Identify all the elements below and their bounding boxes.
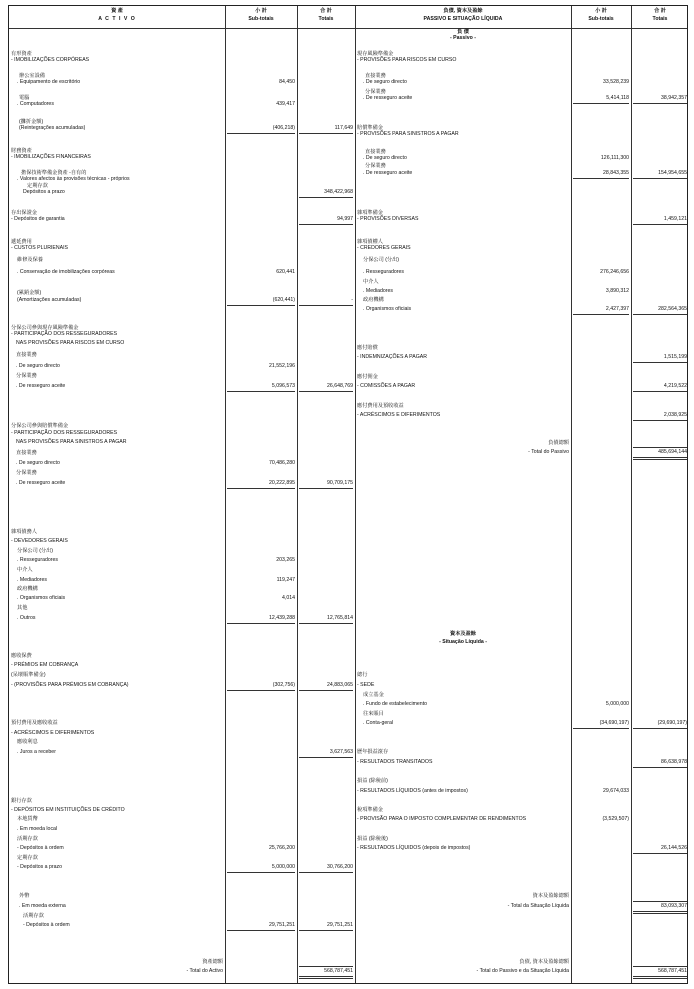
- grand-total-value: 568,787,451: [658, 968, 687, 974]
- double-rule: [633, 976, 687, 979]
- line-item-label: 活期存款: [17, 836, 38, 842]
- line-item-label: - COMISSÕES A PAGAR: [357, 383, 416, 389]
- subtotal-value: (620,441): [272, 297, 295, 303]
- line-item-label: 應付佣金: [357, 374, 378, 380]
- line-item-label: 成立基金: [363, 692, 384, 698]
- subtotal-value: 5,414,118: [606, 95, 629, 101]
- subtotal-value: 203,265: [276, 557, 295, 563]
- line-item-label: . Organismos oficiais: [17, 595, 66, 601]
- line-item-label: . De resseguro aceite: [363, 170, 413, 176]
- line-item-label: 活期存款: [23, 913, 44, 919]
- subtotal-value: 5,096,573: [271, 383, 295, 389]
- line-item-label: 分保業務: [16, 373, 37, 379]
- passivo-total-value: 485,694,144: [658, 449, 687, 455]
- subtotal-header-zh: 小 計: [595, 8, 607, 14]
- situacao-title: - Situação Líquida -: [439, 639, 487, 645]
- total-value: 3,627,563: [329, 749, 353, 755]
- total-value: 282,564,365: [658, 306, 687, 312]
- assets-header: A C T I V O: [98, 16, 136, 22]
- line-item-label: . Resseguradores: [363, 269, 404, 275]
- line-item-label: 本地貨幣: [17, 816, 38, 822]
- line-item-label: . De seguro directo: [16, 363, 60, 369]
- line-item-label: . De resseguro aceite: [363, 95, 413, 101]
- line-item-label: - PRÉMIOS EM COBRANÇA: [11, 662, 79, 668]
- rule: [299, 623, 353, 624]
- line-item-label: - INDEMNIZAÇÕES A PAGAR: [357, 354, 427, 360]
- total-value: 86,638,978: [661, 759, 687, 765]
- subtotal-value: (302,756): [272, 682, 295, 688]
- subtotal-value: 620,441: [276, 269, 295, 275]
- line-item-label: 政府機構: [363, 297, 384, 303]
- line-item-label: (累銷金額): [17, 290, 42, 296]
- rule: [227, 488, 295, 489]
- line-item-label: 擔保技術準備金資產 -自有的: [21, 170, 87, 176]
- subtotal-value: 21,552,196: [269, 363, 295, 369]
- line-item-label: - (PROVISÕES PARA PRÉMIOS EM COBRANÇA): [11, 682, 129, 688]
- rule: [633, 420, 687, 421]
- passivo-title-zh: 負 債: [457, 29, 469, 35]
- rule: [573, 728, 629, 729]
- line-item-label: - PARTICIPAÇÃO DOS RESSEGURADORES: [11, 430, 118, 436]
- line-item-label: - DEVEDORES GERAIS: [11, 538, 68, 544]
- line-item-label: - PARTICIPAÇÃO DOS RESSEGURADORES: [11, 331, 118, 337]
- line-item-label: 其他: [17, 605, 28, 611]
- col-divider: [571, 6, 572, 983]
- subtotal-value: 25,766,200: [269, 845, 295, 851]
- line-item-label: . Em moeda externa: [19, 903, 66, 909]
- rule: [299, 930, 353, 931]
- subtotal-value: 126,111,300: [600, 155, 629, 161]
- line-item-label: 電腦: [19, 95, 30, 101]
- rule: [227, 391, 295, 392]
- line-item-label: - ACRÉSCIMOS E DIFERIMENTOS: [357, 412, 441, 418]
- rule: [299, 690, 353, 691]
- line-item-label: - Depósitos a prazo: [17, 864, 62, 870]
- rule: [299, 966, 353, 967]
- balance-sheet: [8, 5, 688, 984]
- subtotal-value: 5,000,000: [605, 701, 629, 707]
- line-item-label: 損益 (除稅後): [357, 836, 388, 842]
- subtotal-value: 84,450: [279, 79, 295, 85]
- line-item-label: 雜項債權人: [357, 239, 383, 245]
- line-item-label: - PROVISÕES DIVERSAS: [357, 216, 419, 222]
- total-value: 4,219,522: [663, 383, 687, 389]
- center-divider: [355, 6, 356, 983]
- line-item-label: - IMOBILIZAÇÕES CORPÓREAS: [11, 57, 90, 63]
- line-item-label: - Depósitos à ordem: [17, 845, 64, 851]
- rule: [299, 224, 353, 225]
- grand-total-label: - Total do Passivo e da Situação Líquida: [476, 968, 569, 974]
- rule: [633, 728, 687, 729]
- assets-header-zh: 資 產: [111, 8, 123, 14]
- double-rule: [299, 976, 353, 979]
- line-item-label: . Computadores: [17, 101, 54, 107]
- line-item-label: 應付賠償: [357, 345, 378, 351]
- line-item-label: 定期存款: [27, 183, 48, 189]
- line-item-label: 直接業務: [365, 149, 386, 155]
- rule: [299, 391, 353, 392]
- line-item-label: NAS PROVISÕES PARA RISCOS EM CURSO: [16, 340, 125, 346]
- line-item-label: 直接業務: [365, 73, 386, 79]
- rule: [299, 133, 353, 134]
- total-value: 154,954,655: [658, 170, 687, 176]
- line-item-label: 應付費用及預收收益: [357, 403, 404, 409]
- subtotal-value: 12,439,288: [269, 615, 295, 621]
- line-item-label: (呆壞賬準備金): [11, 672, 46, 678]
- subtotal-value: 29,751,251: [269, 922, 295, 928]
- situacao-total-label: - Total da Situação Líquida: [507, 903, 569, 909]
- line-item-label: 應收利息: [17, 739, 38, 745]
- total-value: 1,459,121: [663, 216, 687, 222]
- line-item-label: 中介人: [17, 567, 33, 573]
- passivo-title: - Passivo -: [450, 35, 476, 41]
- line-item-label: - SEDE: [357, 682, 375, 688]
- line-item-label: - Depósitos à ordem: [23, 922, 70, 928]
- line-item-label: 分保公司參與現存風險準備金: [11, 325, 79, 331]
- line-item-label: . De resseguro aceite: [16, 480, 66, 486]
- line-item-label: 雜項準備金: [357, 210, 383, 216]
- subtotal-header: Sub-totais: [248, 16, 274, 22]
- line-item-label: . De seguro directo: [363, 79, 407, 85]
- subtotal-value: 5,000,000: [271, 864, 295, 870]
- line-item-label: NAS PROVISÕES PARA SINISTROS A PAGAR: [16, 439, 127, 445]
- rule: [299, 488, 353, 489]
- line-item-label: (Reintegrações acumuladas): [19, 125, 86, 131]
- total-value: 1,515,199: [663, 354, 687, 360]
- rule: [573, 178, 629, 179]
- rule: [633, 853, 687, 854]
- line-item-label: . Valores afectos às provisões técnicas - próprios: [17, 176, 130, 182]
- line-item-label: 遞延費用: [11, 239, 32, 245]
- total-value: 348,422,968: [324, 189, 353, 195]
- rule: [299, 305, 353, 306]
- rule: [633, 178, 687, 179]
- rule: [299, 197, 353, 198]
- total-header: Totais: [318, 16, 334, 22]
- total-value: 117,649: [334, 125, 353, 131]
- line-item-label: . De seguro directo: [16, 460, 60, 466]
- total-value: 94,997: [337, 216, 353, 222]
- line-item-label: - PROVISÕES PARA SINISTROS A PAGAR: [357, 131, 459, 137]
- liabilities-header-zh: 負債, 資本及盈餘: [443, 8, 483, 14]
- subtotal-value: 70,486,280: [269, 460, 295, 466]
- rule: [633, 901, 687, 902]
- rule: [633, 103, 687, 104]
- activo-total-label: - Total do Activo: [186, 968, 223, 974]
- line-item-label: 外幣: [19, 893, 30, 899]
- line-item-label: . Em moeda local: [17, 826, 58, 832]
- line-item-label: 稅項準備金: [357, 807, 383, 813]
- line-item-label: . Fundo de estabelecimento: [363, 701, 428, 707]
- line-item-label: 政府機構: [17, 586, 38, 592]
- rule: [299, 757, 353, 758]
- line-item-label: 損益 (除稅前): [357, 778, 388, 784]
- total-value: 30,766,200: [327, 864, 353, 870]
- subtotal-value: 439,417: [276, 101, 295, 107]
- rule: [227, 133, 295, 134]
- line-item-label: 分保公司參與賠償準備金: [11, 423, 69, 429]
- subtotal-value: 3,890,312: [605, 288, 629, 294]
- line-item-label: . Organismos oficiais: [363, 306, 412, 312]
- grand-total-label-zh: 負債, 資本及盈餘總額: [519, 959, 569, 965]
- rule: [633, 767, 687, 768]
- passivo-total-label: - Total do Passivo: [528, 449, 569, 455]
- rule: [227, 623, 295, 624]
- line-item-label: . De seguro directo: [363, 155, 407, 161]
- activo-total-value: 568,787,451: [324, 968, 353, 974]
- subtotal-value: 276,246,656: [600, 269, 629, 275]
- rule: [633, 447, 687, 448]
- line-item-label: (攤折金額): [19, 119, 44, 125]
- total-value: 29,751,251: [327, 922, 353, 928]
- total-header-zh: 合 計: [320, 8, 332, 14]
- line-item-label: (Amortizações acumuladas): [17, 297, 82, 303]
- rule: [633, 362, 687, 363]
- subtotal-value: 20,222,895: [269, 480, 295, 486]
- activo-total-label-zh: 資產總額: [202, 959, 223, 965]
- total-value: -: [351, 297, 353, 303]
- rule: [227, 305, 295, 306]
- line-item-label: - RESULTADOS TRANSITADOS: [357, 759, 433, 765]
- line-item-label: . Conservação de imobilizações corpóreas: [17, 269, 115, 275]
- line-item-label: - CREDORES GERAIS: [357, 245, 411, 251]
- line-item-label: . Juros a receber: [17, 749, 56, 755]
- rule: [299, 872, 353, 873]
- subtotal-value: 28,843,355: [603, 170, 629, 176]
- line-item-label: - PROVISÕES PARA RISCOS EM CURSO: [357, 57, 457, 63]
- double-rule: [633, 457, 687, 460]
- line-item-label: . Mediadores: [17, 577, 47, 583]
- line-item-label: . Mediadores: [363, 288, 393, 294]
- subtotal-value: (34,690,197): [599, 720, 629, 726]
- line-item-label: . De resseguro aceite: [16, 383, 66, 389]
- line-item-label: 總行: [357, 672, 368, 678]
- line-item-label: 分保業務: [365, 89, 386, 95]
- rule: [633, 966, 687, 967]
- total-value: 90,709,175: [327, 480, 353, 486]
- line-item-label: - IMOBILIZAÇÕES FINANCEIRAS: [11, 154, 91, 160]
- line-item-label: - CUSTOS PLURIENAIS: [11, 245, 68, 251]
- line-item-label: 分保公司 (分出): [363, 257, 400, 263]
- line-item-label: - ACRÉSCIMOS E DIFERIMENTOS: [11, 730, 95, 736]
- line-item-label: - DEPÓSITOS EM INSTITUIÇÕES DE CRÉDITO: [11, 807, 125, 813]
- total-header-zh: 合 計: [654, 8, 666, 14]
- passivo-total-label-zh: 負債總額: [548, 440, 569, 446]
- subtotal-value: 33,528,239: [603, 79, 629, 85]
- col-divider: [631, 6, 632, 983]
- line-item-label: 直接業務: [16, 450, 37, 456]
- situacao-title-zh: 資本及盈餘: [450, 631, 476, 637]
- subtotal-header-zh: 小 計: [255, 8, 267, 14]
- subtotal-header: Sub-totais: [588, 16, 614, 22]
- line-item-label: 維修及保養: [17, 257, 43, 263]
- subtotal-value: (406,218): [272, 125, 295, 131]
- subtotal-value: (3,529,507): [602, 816, 629, 822]
- line-item-label: 現存風險準備金: [357, 51, 394, 57]
- situacao-total-label-zh: 資本及盈餘總額: [532, 893, 569, 899]
- line-item-label: 往來賬目: [363, 711, 384, 717]
- line-item-label: 分保業務: [365, 163, 386, 169]
- line-item-label: 銀行存款: [11, 798, 32, 804]
- rule: [633, 391, 687, 392]
- double-rule: [633, 911, 687, 914]
- line-item-label: 賠償準備金: [357, 125, 383, 131]
- liabilities-header: PASSIVO E SITUAÇÃO LÍQUIDA: [423, 16, 503, 22]
- subtotal-value: 119,247: [276, 577, 295, 583]
- line-item-label: 有形資產: [11, 51, 32, 57]
- line-item-label: 歷年損益滾存: [357, 749, 389, 755]
- line-item-label: 定期存款: [17, 855, 38, 861]
- col-divider: [225, 6, 226, 983]
- total-value: 26,144,526: [661, 845, 687, 851]
- rule: [633, 314, 687, 315]
- rule: [573, 103, 629, 104]
- line-item-label: 財務資產: [11, 148, 32, 154]
- total-value: (29,690,197): [657, 720, 687, 726]
- line-item-label: 雜項債務人: [11, 529, 37, 535]
- line-item-label: - PROVISÃO PARA O IMPOSTO COMPLEMENTAR DE RENDIMENTOS: [357, 816, 527, 822]
- line-item-label: . Outros: [17, 615, 36, 621]
- line-item-label: 辦公室設備: [19, 73, 45, 79]
- total-header: Totais: [652, 16, 668, 22]
- line-item-label: - RESULTADOS LÍQUIDOS (depois de impostos): [357, 845, 471, 851]
- rule: [573, 314, 629, 315]
- header-rule: [9, 28, 687, 29]
- line-item-label: Depósitos a prazo: [23, 189, 65, 195]
- line-item-label: 存出保證金: [11, 210, 37, 216]
- situacao-total-value: 83,093,307: [661, 903, 687, 909]
- total-value: 2,038,925: [663, 412, 687, 418]
- rule: [227, 690, 295, 691]
- line-item-label: 分保業務: [16, 470, 37, 476]
- line-item-label: 應收保費: [11, 653, 32, 659]
- subtotal-value: 29,674,033: [603, 788, 629, 794]
- line-item-label: 直接業務: [16, 352, 37, 358]
- rule: [227, 930, 295, 931]
- line-item-label: . Conta-geral: [363, 720, 393, 726]
- subtotal-value: 2,427,397: [605, 306, 629, 312]
- total-value: 38,942,357: [661, 95, 687, 101]
- rule: [227, 872, 295, 873]
- total-value: 26,648,769: [327, 383, 353, 389]
- col-divider: [297, 6, 298, 983]
- rule: [633, 224, 687, 225]
- line-item-label: - Depósitos de garantia: [11, 216, 65, 222]
- line-item-label: . Resseguradores: [17, 557, 58, 563]
- line-item-label: . Equipamento de escritório: [17, 79, 81, 85]
- total-value: 24,883,065: [327, 682, 353, 688]
- line-item-label: 中介人: [363, 279, 379, 285]
- total-value: 12,765,814: [327, 615, 353, 621]
- line-item-label: 分保公司 (分出): [17, 548, 54, 554]
- line-item-label: 預付費用及應收收益: [11, 720, 58, 726]
- line-item-label: - RESULTADOS LÍQUIDOS (antes de impostos): [357, 788, 468, 794]
- subtotal-value: 4,014: [282, 595, 295, 601]
